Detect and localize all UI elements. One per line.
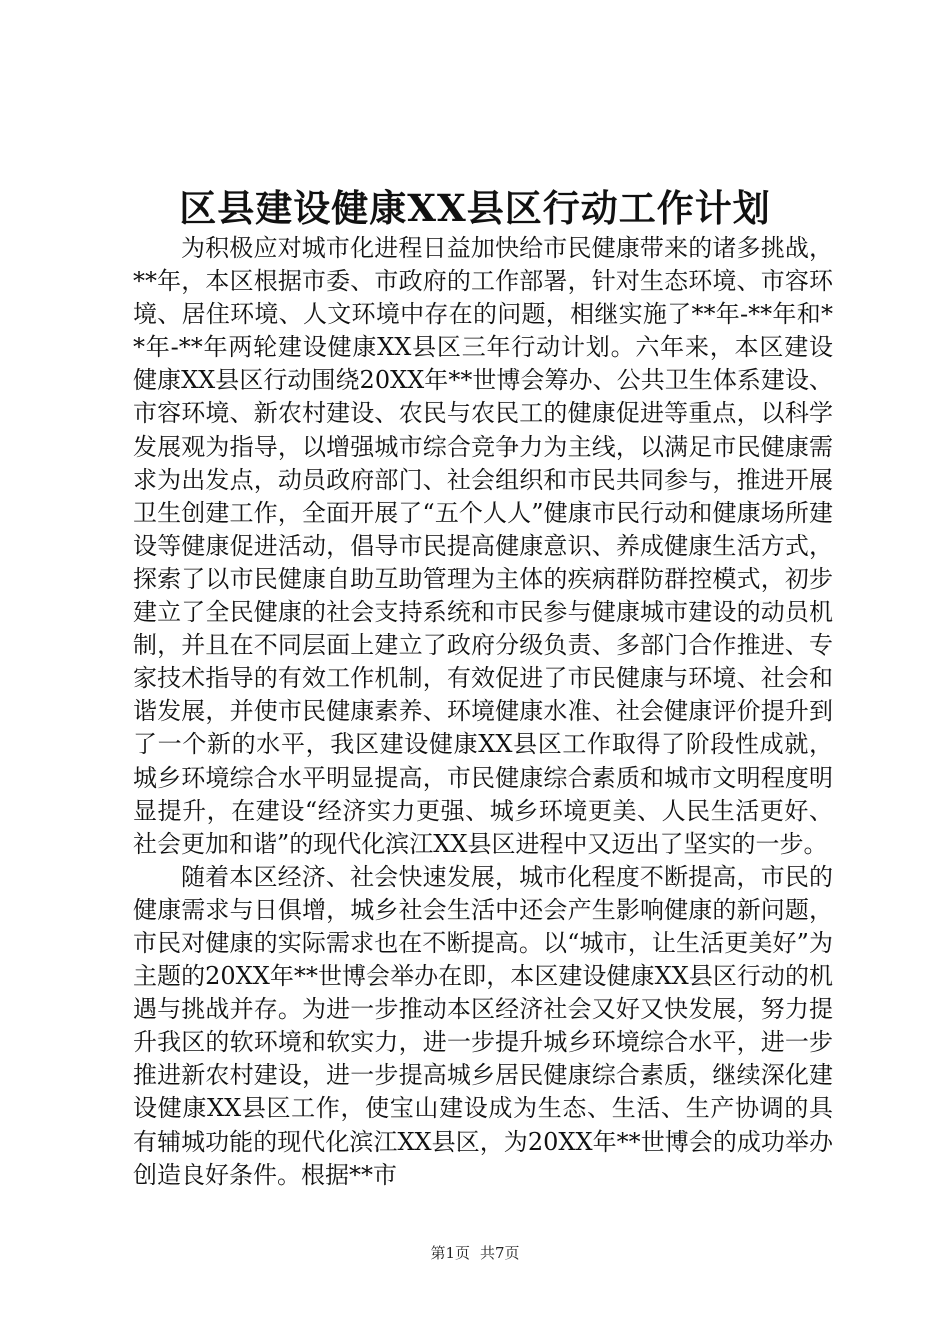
page-footer (0, 1243, 950, 1263)
paragraph-1: 为积极应对城市化进程日益加快给市民健康带来的诸多挑战，**年，本区根据市委、市政府的工作部署，针对生态环境、市容环境、居住环境、人文环境中存在的问题，相继实施了**年-**年和**年-**年两轮建设健康XX县区三年行动计划。六年来，本区建设健康XX县区行动围绕20XX年**世博会筹办、公共卫生体系建设、市容环境、新农村建设、农民与农民工的健康促进等重点，以科学发展观为指导，以增强城市综合竞争力为主线，以满足市民健康需求为出发点，动员政府部门、社会组织和市民共同参与，推进开展卫生创建工作，全面开展了“五个人人”健康市民行动和健康场所建设等健康促进活动，倡导市民提高健康意识、养成健康生活方式，探索了以市民健康自助互助管理为主体的疾病群防群控模式，初步建立了全民健康的社会支持系统和市民参与健康城市建设的动员机制，并且在不同层面上建立了政府分级负责、多部门合作推进、专家技术指导的有效工作机制，有效促进了市民健康与环境、社会和谐发展，并使市民健康素养、环境健康水准、社会健康评价提升到了一个新的水平，我区建设健康XX县区工作取得了阶段性成就，城乡环境综合水平明显提高，市民健康综合素质和城市文明程度明显提升，在建设“经济实力更强、城乡环境更美、人民生活更好、社会更加和谐”的现代化滨江XX县区进程中又迈出了坚实的一步。 (133, 234, 833, 858)
paragraph-2: 随着本区经济、社会快速发展，城市化程度不断提高，市民的健康需求与日俱增，城乡社会生活中还会产生影响健康的新问题，市民对健康的实际需求也在不断提高。以“城市，让生活更美好”为主题的20XX年**世博会举办在即，本区建设健康XX县区行动的机遇与挑战并存。为进一步推动本区经济社会又好又快发展，努力提升我区的软环境和软实力，进一步提升城乡环境综合水平，进一步推进新农村建设，进一步提高城乡居民健康综合素质，继续深化建设健康XX县区工作，使宝山建设成为生态、生活、生产协调的具有辅城功能的现代化滨江XX县区，为20XX年**世博会的成功举办创造良好条件。根据**市 (133, 862, 833, 1189)
page-total: 共7页 (480, 1244, 520, 1262)
page-number: 第1页 (430, 1244, 470, 1262)
document-body (133, 232, 833, 1192)
document-title: 区县建设健康XX县区行动工作计划 (179, 186, 771, 230)
